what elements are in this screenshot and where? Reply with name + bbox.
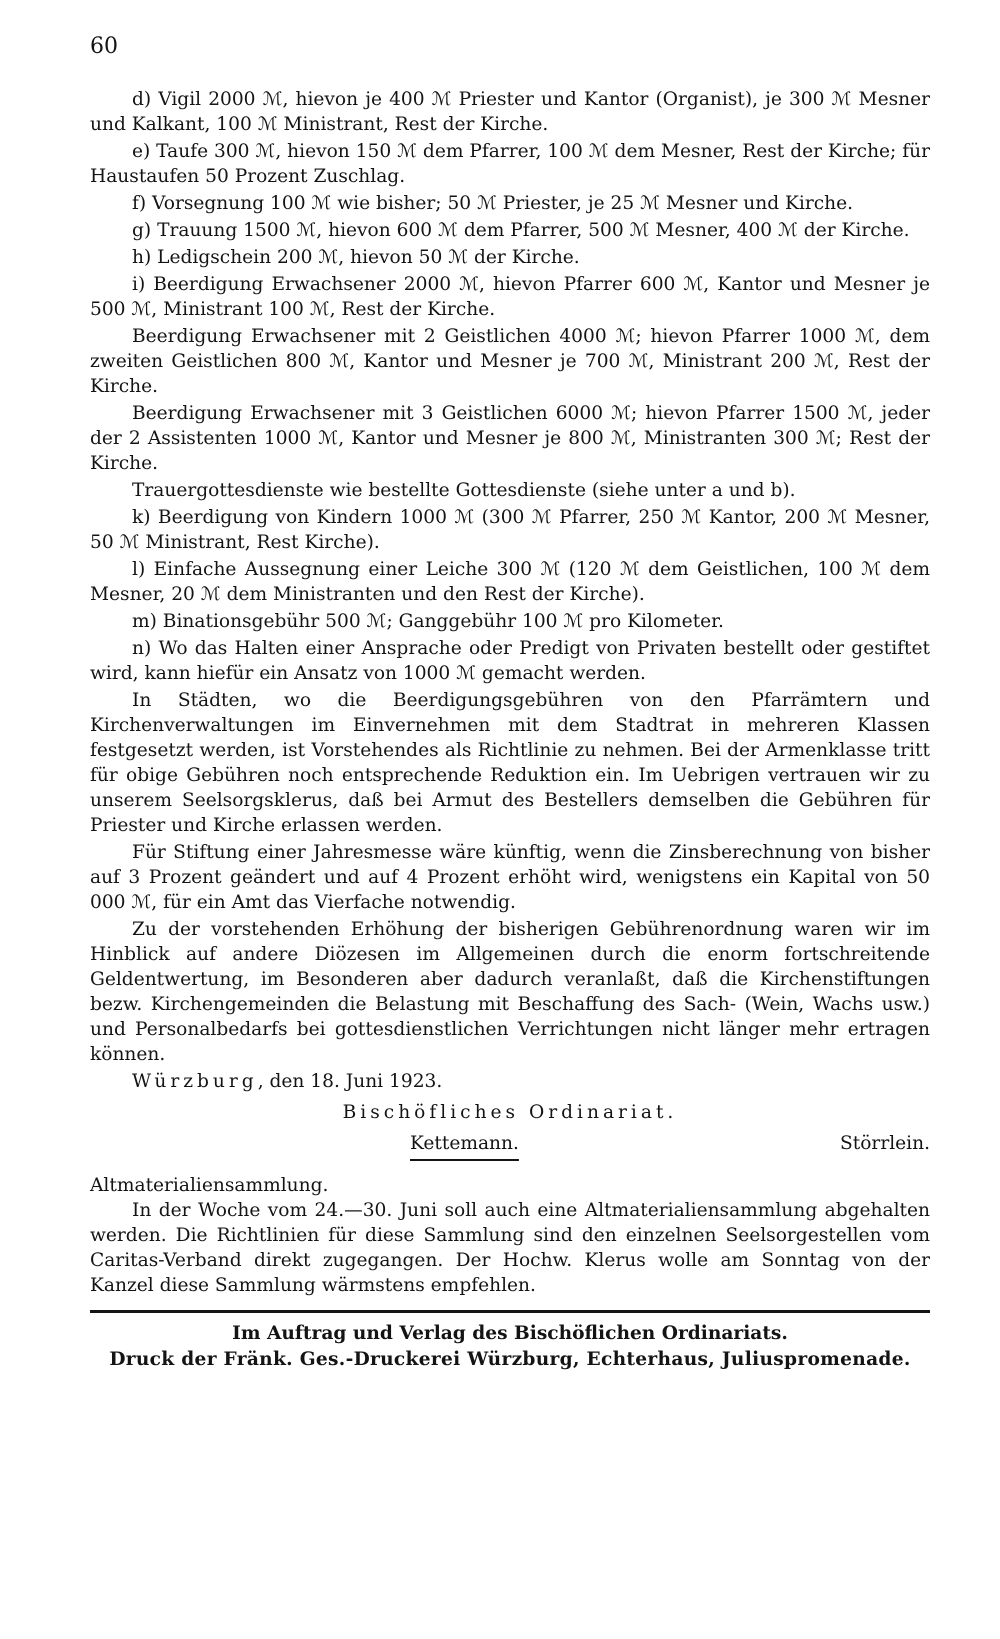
imprint-publisher: Im Auftrag und Verlag des Bischöflichen Ordinariats.: [232, 1323, 788, 1344]
section-heading: Altmaterialiensammlung.: [90, 1175, 329, 1196]
fee-item-beerdigung-2-geistliche: Beerdigung Erwachsener mit 2 Geistlichen 4000 ℳ; hievon Pfarrer 1000 ℳ, dem zweiten Geistlichen 800 ℳ, Kantor und Mesner je 700 ℳ, Ministrant 200 ℳ, Rest der Kirche.: [90, 326, 930, 397]
imprint-printer: Druck der Fränk. Ges.-Druckerei Würzburg, Echterhaus, Juliuspromenade.: [109, 1349, 911, 1370]
signature-stoerrlein: Störrlein.: [840, 1133, 930, 1154]
footer-divider: [90, 1310, 930, 1313]
fee-item-taufe: e) Taufe 300 ℳ, hievon 150 ℳ dem Pfarrer, 100 ℳ dem Mesner, Rest der Kirche; für Haustaufen 50 Prozent Zuschlag.: [90, 141, 930, 187]
fee-item-aussegnung: l) Einfache Aussegnung einer Leiche 300 ℳ (120 ℳ dem Geistlichen, 100 ℳ dem Mesner, 20 ℳ dem Ministranten und den Rest der Kirche).: [90, 559, 930, 605]
fee-item-beerdigung: i) Beerdigung Erwachsener 2000 ℳ, hievon Pfarrer 600 ℳ, Kantor und Mesner je 500 ℳ, Ministrant 100 ℳ, Rest der Kirche.: [90, 274, 930, 320]
closing-place: Würzburg: [132, 1071, 258, 1092]
fee-item-kinder: k) Beerdigung von Kindern 1000 ℳ (300 ℳ Pfarrer, 250 ℳ Kantor, 200 ℳ Mesner, 50 ℳ Ministrant, Rest Kirche).: [90, 507, 930, 553]
fee-item-vigil: d) Vigil 2000 ℳ, hievon je 400 ℳ Priester und Kantor (Organist), je 300 ℳ Mesner und Kalkant, 100 ℳ Ministrant, Rest der Kirche.: [90, 89, 930, 135]
fee-item-ansprache: n) Wo das Halten einer Ansprache oder Predigt von Privaten bestellt oder gestiftet wird, kann hiefür ein Ansatz von 1000 ℳ gemacht werden.: [90, 638, 930, 684]
issuing-office: Bischöfliches Ordinariat.: [342, 1102, 678, 1123]
fee-item-ledigschein: h) Ledigschein 200 ℳ, hievon 50 ℳ der Kirche.: [132, 247, 580, 268]
paragraph-erhoehung: Zu der vorstehenden Erhöhung der bisherigen Gebührenordnung waren wir im Hinblick auf andere Diözesen im Allgemeinen durch die enorm fortschreitende Geldentwertung, im Besonderen aber dadurch veranlaßt, daß die Kirchenstiftungen bezw. Kirchengemeinden die Belastung mit Beschaffung des Sach- (Wein, Wachs usw.) und Personalbedarfs bei gottesdienstlichen Verrichtungen nicht länger mehr ertragen können.: [90, 919, 930, 1065]
closing-date: , den 18. Juni 1923.: [257, 1071, 443, 1092]
signature-kettemann: Kettemann.: [410, 1133, 519, 1154]
section-body: In der Woche vom 24.—30. Juni soll auch eine Altmaterialiensammlung abgehalten werden. Die Richtlinien für diese Sammlung sind den einzelnen Seelsorgestellen vom Caritas-Verband direkt zugegangen. Der Hochw. Klerus wolle am Sonntag von der Kanzel diese Sammlung wärmstens empfehlen.: [90, 1200, 930, 1296]
fee-item-vorsegnung: f) Vorsegnung 100 ℳ wie bisher; 50 ℳ Priester, je 25 ℳ Mesner und Kirche.: [132, 193, 854, 214]
fee-item-beerdigung-3-geistliche: Beerdigung Erwachsener mit 3 Geistlichen 6000 ℳ; hievon Pfarrer 1500 ℳ, jeder der 2 Assistenten 1000 ℳ, Kantor und Mesner je 800 ℳ, Ministranten 300 ℳ; Rest der Kirche.: [90, 403, 930, 474]
fee-item-trauung: g) Trauung 1500 ℳ, hievon 600 ℳ dem Pfarrer, 500 ℳ Mesner, 400 ℳ der Kirche.: [132, 220, 910, 241]
page-number: 60: [90, 34, 118, 59]
paragraph-jahresmesse: Für Stiftung einer Jahresmesse wäre künftig, wenn die Zinsberechnung von bisher auf 3 Prozent geändert und auf 4 Prozent erhöht wird, wenigstens ein Kapital von 50 000 ℳ, für ein Amt das Vierfache notwendig.: [90, 842, 930, 913]
fee-item-bination: m) Binationsgebühr 500 ℳ; Ganggebühr 100 ℳ pro Kilometer.: [132, 611, 724, 632]
date-line: [90, 1069, 930, 1094]
document-body: [90, 87, 930, 1373]
paragraph-staedte: In Städten, wo die Beerdigungsgebühren von den Pfarrämtern und Kirchenverwaltungen im Einvernehmen mit dem Stadtrat in mehreren Klassen festgesetzt werden, ist Vorstehendes als Richtlinie zu nehmen. Bei der Armenklasse tritt für obige Gebühren noch entsprechende Reduktion ein. Im Uebrigen vertrauen wir zu unserem Seelsorgsklerus, daß bei Armut des Bestellers demselben die Gebühren für Priester und Kirche erlassen werden.: [90, 690, 930, 836]
signatures: [90, 1131, 930, 1159]
fee-item-trauergottesdienste: Trauergottesdienste wie bestellte Gottesdienste (siehe unter a und b).: [132, 480, 796, 501]
